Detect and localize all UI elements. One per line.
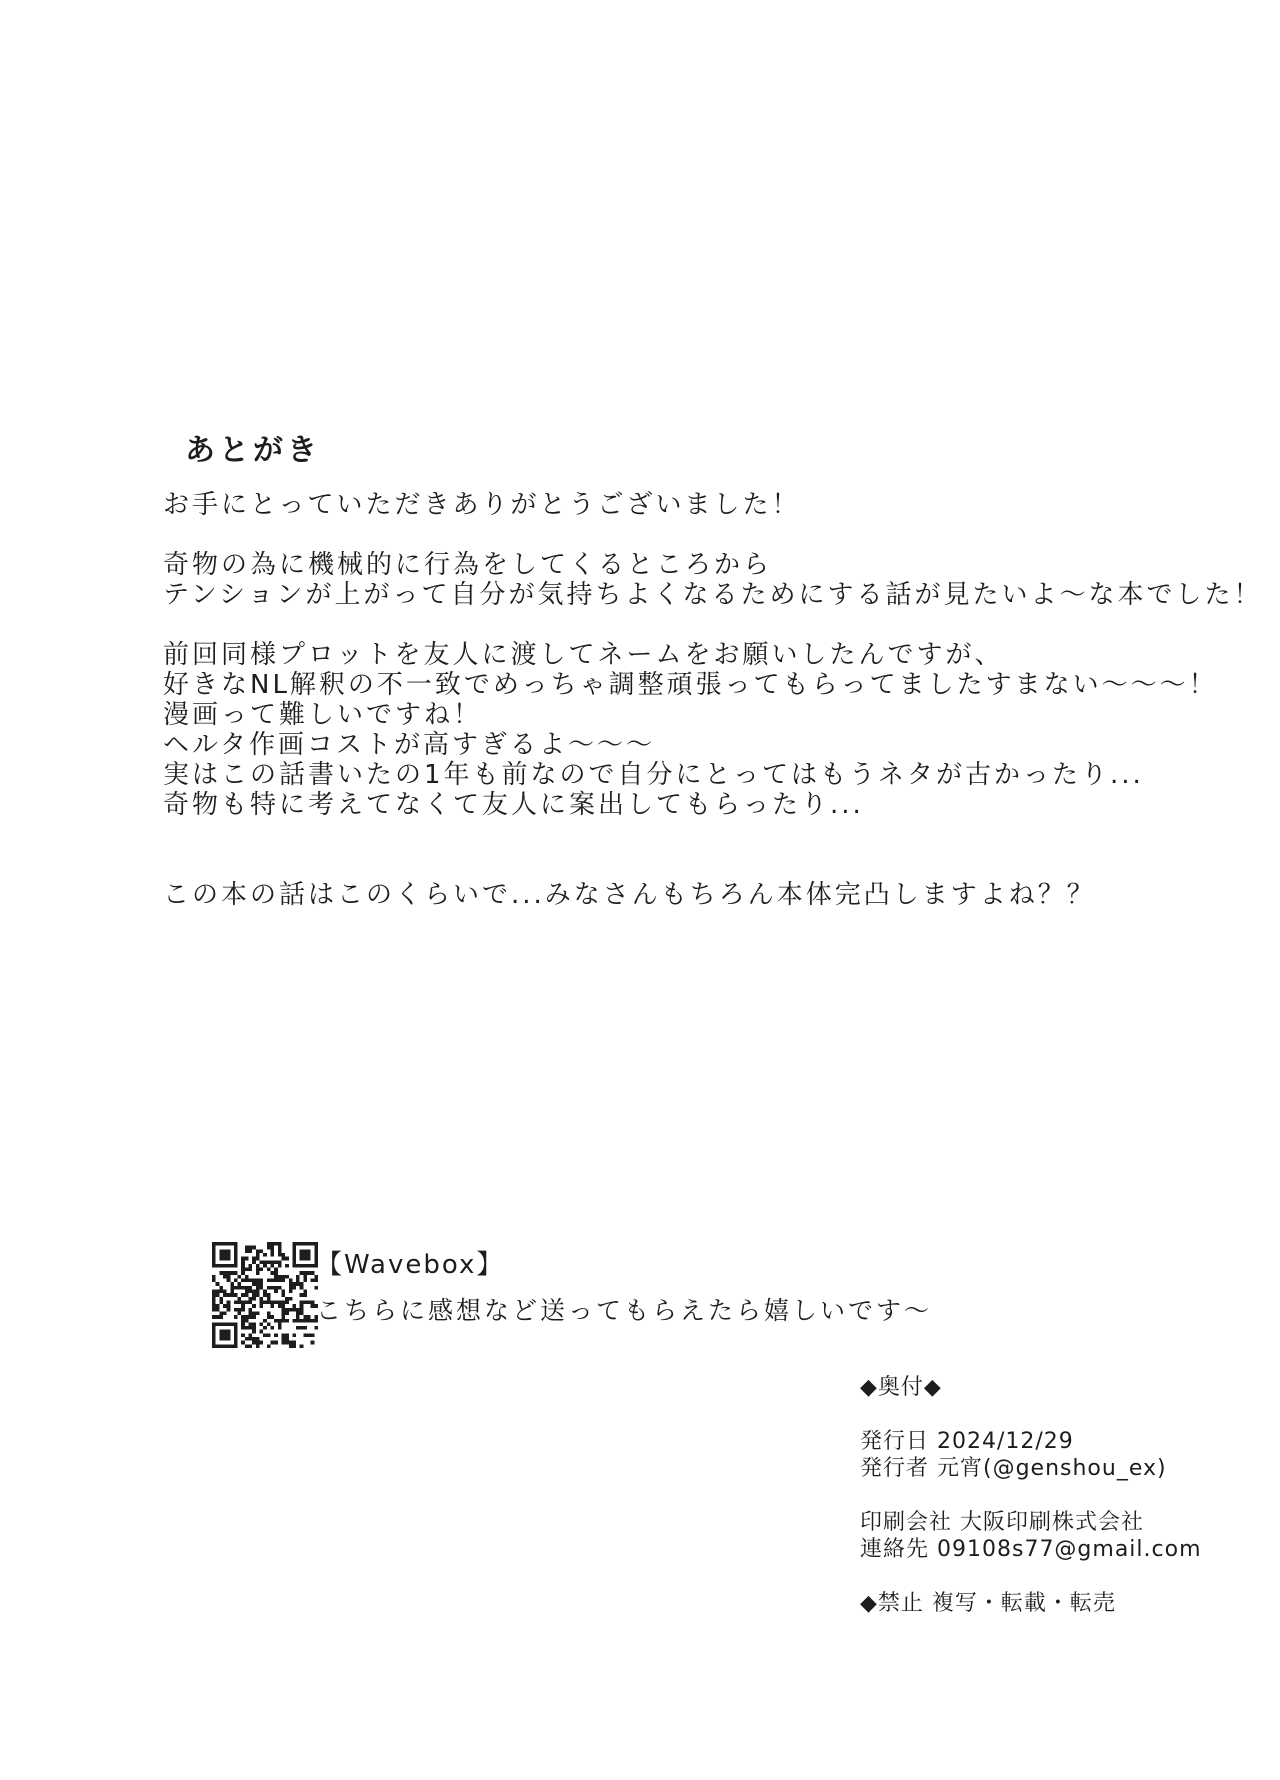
text-line: 発行日 2024/12/29 [860, 1429, 1074, 1454]
wavebox-heading: 【Wavebox】 [316, 1250, 505, 1280]
text-line: 奇物の為に機械的に行為をしてくるところから [163, 550, 773, 580]
colophon [860, 1374, 1202, 1617]
text-line: 発行者 元宵(@genshou_ex) [860, 1456, 1167, 1481]
text-line: テンションが上がって自分が気持ちよくなるためにする話が見たいよ〜な本でした！ [163, 580, 1263, 610]
text-line [163, 850, 1263, 880]
wavebox-text [316, 1240, 932, 1327]
text-line: 漫画って難しいですね！ [163, 700, 483, 730]
page-title: あとがき [185, 433, 321, 469]
text-line [860, 1563, 1202, 1590]
text-line [860, 1482, 1202, 1509]
text-line: 奇物も特に考えてなくて友人に案出してもらったり... [163, 790, 864, 820]
wavebox-section [212, 1240, 1112, 1360]
text-line: 実はこの話書いたの1年も前なので自分にとってはもうネタが古かったり... [163, 760, 1144, 790]
text-line [163, 610, 1263, 640]
text-line [163, 520, 1263, 550]
text-line: 好きなNL解釈の不一致でめっちゃ調整頑張ってもらってましたすまない〜〜〜！ [163, 670, 1218, 700]
wavebox-message: こちらに感想など送ってもらえたら嬉しいです〜 [316, 1296, 933, 1325]
text-line: ◆奥付◆ [860, 1375, 942, 1400]
text-line: ヘルタ作画コストが高すぎるよ〜〜〜 [163, 730, 655, 760]
text-line [860, 1401, 1202, 1428]
text-line: 前回同様プロットを友人に渡してネームをお願いしたんですが、 [163, 640, 1004, 670]
text-line: お手にとっていただきありがとうございました！ [163, 490, 801, 520]
wavebox-qr-code-icon [212, 1242, 318, 1348]
afterword-text [163, 490, 1263, 910]
text-line: 印刷会社 大阪印刷株式会社 [860, 1510, 1144, 1535]
text-line: 連絡先 09108s77@gmail.com [860, 1537, 1202, 1562]
text-line: この本の話はこのくらいで...みなさんもちろん本体完凸しますよね？？ [163, 880, 1096, 910]
text-line: ◆禁止 複写・転載・転売 [860, 1591, 1116, 1616]
text-line [163, 820, 1263, 850]
